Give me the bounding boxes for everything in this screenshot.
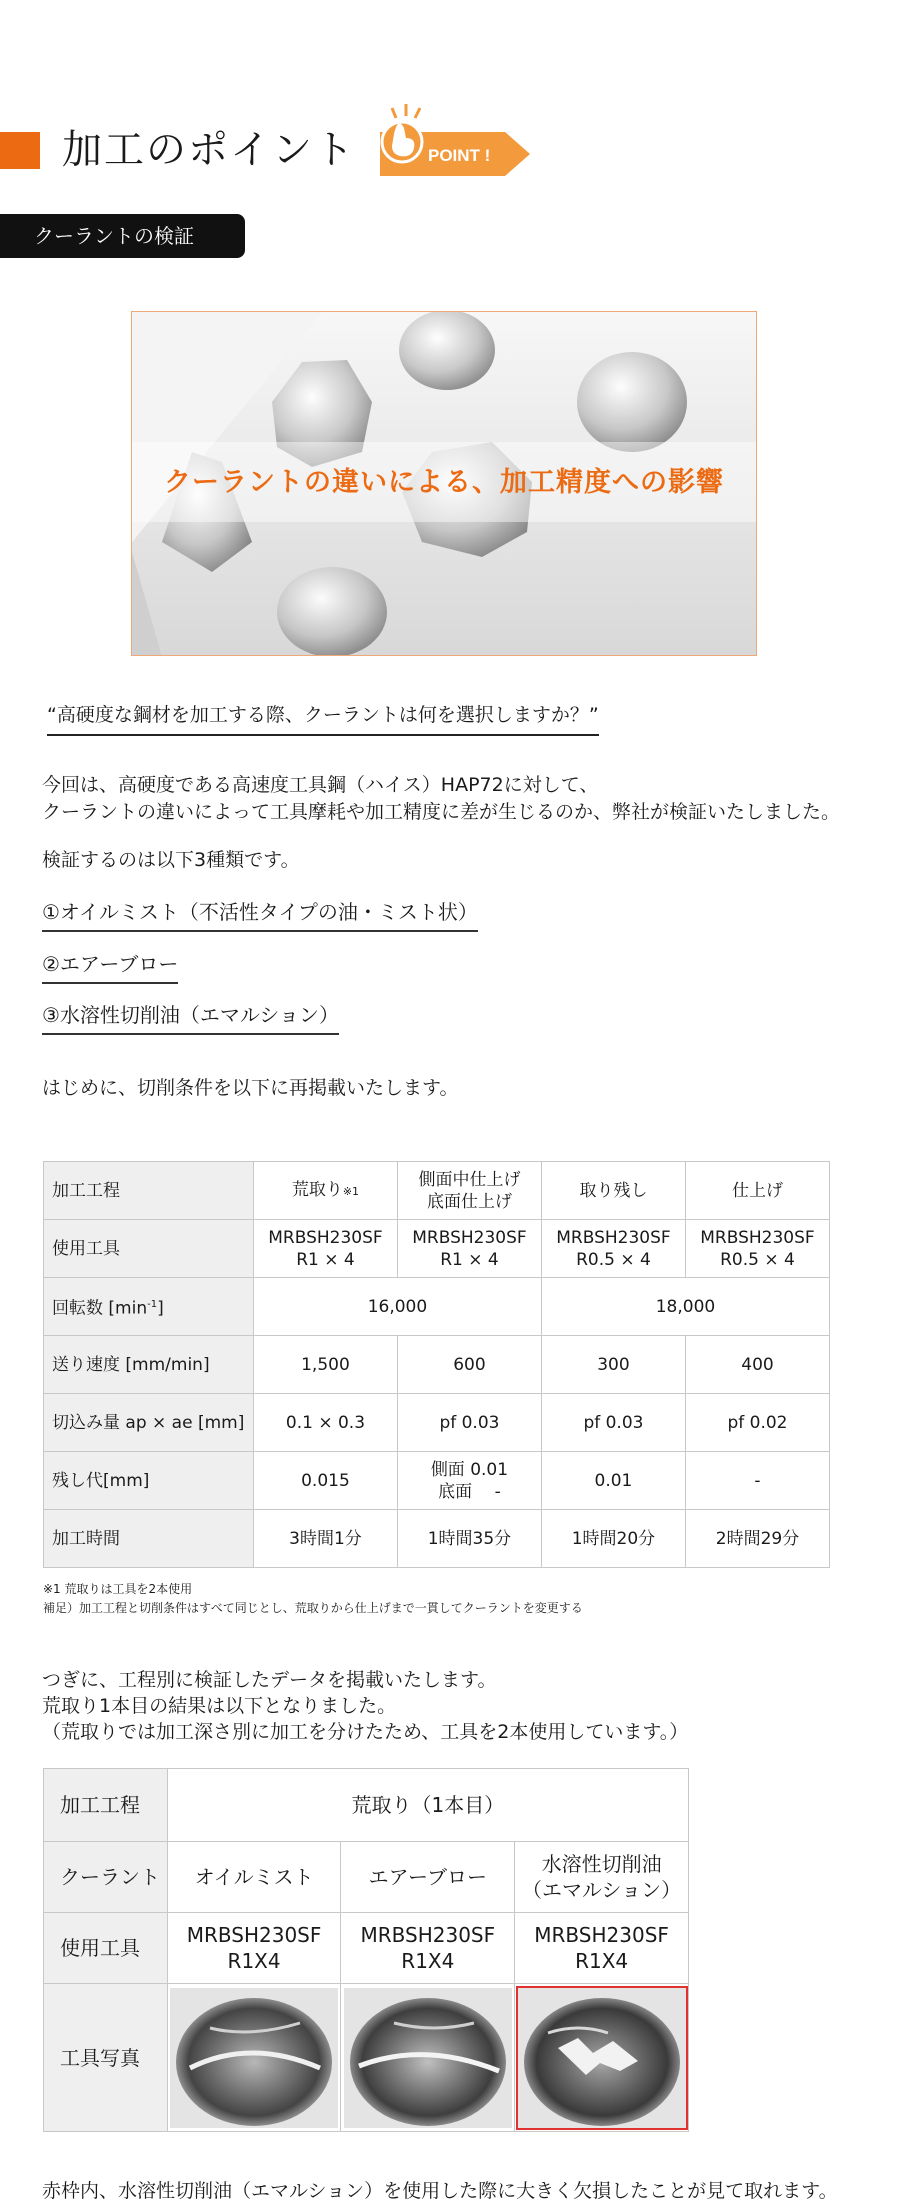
- tool-c1-name: MRBSH230SF: [268, 1227, 383, 1248]
- conditions-intro: はじめに、切削条件を以下に再掲載いたします。: [42, 1077, 459, 1099]
- header-semi-finish-a: 側面中仕上げ: [418, 1169, 521, 1190]
- process-label: 加工工程: [44, 1769, 168, 1842]
- tool-c2-size: R1 × 4: [440, 1249, 499, 1270]
- tool-name: MRBSH230SF: [360, 1923, 496, 1947]
- coolant-option-air-blow: ②エアーブロー: [42, 949, 178, 984]
- table-row: [44, 1278, 830, 1336]
- header-semi-finish-b: 底面仕上げ: [426, 1191, 512, 1212]
- tool-name: MRBSH230SF: [186, 1923, 322, 1947]
- tool-photo-air-blow: [344, 1988, 512, 2128]
- photo-label: 工具写真: [44, 1984, 168, 2132]
- point-badge: [380, 104, 530, 176]
- question-quote: “高硬度な鋼材を加工する際、クーラントは何を選択しますか？”: [47, 700, 599, 736]
- depth-c3: pf 0.03: [541, 1394, 685, 1452]
- coolant-option-emulsion: ③水溶性切削油（エマルション）: [42, 1000, 339, 1035]
- tool-photo-oil-mist: [170, 1988, 338, 2128]
- footnote-2: 補足）加工工程と切削条件はすべて同じとし、荒取りから仕上げまで一貫してクーラントを変更する: [43, 1601, 583, 1615]
- header-label: 加工工程: [44, 1162, 254, 1220]
- table-row: [44, 1220, 830, 1278]
- tool-c3-name: MRBSH230SF: [556, 1227, 671, 1248]
- tool-c2-name: MRBSH230SF: [412, 1227, 527, 1248]
- rpm-rest-finish: 18,000: [541, 1278, 829, 1336]
- coolant-option-oil-mist: ①オイルミスト（不活性タイプの油・ミスト状）: [42, 897, 478, 932]
- tool-photo-emulsion: [518, 1988, 686, 2128]
- tool-name: MRBSH230SF: [534, 1923, 669, 1947]
- point-badge-text: POINT !: [428, 146, 491, 165]
- intro-line-2: クーラントの違いによって工具摩耗や加工精度に差が生じるのか、弊社が検証いたしました。: [42, 801, 841, 823]
- tool-c3-size: R0.5 × 4: [576, 1249, 651, 1270]
- data-intro-1: つぎに、工程別に検証したデータを掲載いたします。: [42, 1669, 497, 1691]
- coolant-emulsion-paren: （エマルション）: [522, 1878, 682, 1902]
- feed-c1: 1,500: [253, 1336, 397, 1394]
- feed-c4: 400: [685, 1336, 829, 1394]
- table-row: [44, 1984, 689, 2132]
- stock-label: 残し代[mm]: [44, 1452, 254, 1510]
- header-roughing: 荒取り: [291, 1179, 343, 1200]
- feed-c2: 600: [397, 1336, 541, 1394]
- time-c3: 1時間20分: [541, 1510, 685, 1568]
- time-c4: 2時間29分: [685, 1510, 829, 1568]
- depth-c4: pf 0.02: [685, 1394, 829, 1452]
- tool-size: R1X4: [575, 1949, 629, 1973]
- data-intro-2: 荒取り1本目の結果は以下となりました。: [42, 1695, 397, 1717]
- header-roughing-note: ※1: [342, 1184, 360, 1198]
- feed-label: 送り速度 [mm/min]: [44, 1336, 254, 1394]
- table-row: [44, 1394, 830, 1452]
- tool-size: R1X4: [227, 1949, 281, 1973]
- table-row: [44, 1842, 689, 1913]
- depth-c2: pf 0.03: [397, 1394, 541, 1452]
- three-types-intro: 検証するのは以下3種類です。: [42, 849, 300, 871]
- coolant-air-blow: エアーブロー: [341, 1842, 515, 1913]
- tool-label: 使用工具: [44, 1913, 168, 1984]
- section-marker: [0, 132, 40, 169]
- intro-line-1: 今回は、高硬度である高速度工具鋼（ハイス）HAP72に対して、: [42, 774, 599, 796]
- section-label: クーラントの検証: [0, 214, 245, 258]
- process-value: 荒取り（1本目）: [167, 1769, 688, 1842]
- rpm-label: 回転数 [min: [52, 1298, 148, 1319]
- table-row: [44, 1510, 830, 1568]
- time-c1: 3時間1分: [253, 1510, 397, 1568]
- depth-label: 切込み量 ap × ae [mm]: [44, 1394, 254, 1452]
- stock-c2-side: 側面 0.01: [430, 1459, 509, 1480]
- page-title: 加工のポイント: [62, 127, 356, 173]
- time-c2: 1時間35分: [397, 1510, 541, 1568]
- stock-c2-bottom: 底面 -: [438, 1481, 501, 1502]
- coolant-label: クーラント: [44, 1842, 168, 1913]
- footnote-1: ※1 荒取りは工具を2本使用: [43, 1582, 193, 1596]
- table-row: [44, 1336, 830, 1394]
- tool-size: R1X4: [401, 1949, 455, 1973]
- time-label: 加工時間: [44, 1510, 254, 1568]
- tool-label: 使用工具: [44, 1220, 254, 1278]
- tool-c4-size: R0.5 × 4: [720, 1249, 795, 1270]
- stock-c3: 0.01: [541, 1452, 685, 1510]
- rpm-label-end: ]: [157, 1298, 164, 1319]
- data-intro-3: （荒取りでは加工深さ別に加工を分けたため、工具を2本使用しています。）: [42, 1721, 689, 1743]
- rpm-label-sup: -1: [147, 1298, 158, 1310]
- cutting-conditions-table: [43, 1161, 830, 1568]
- stock-c4: -: [685, 1452, 829, 1510]
- hero-caption: クーラントの違いによる、加工精度への影響: [164, 467, 724, 498]
- results-table: [43, 1768, 689, 2132]
- header-finishing: 仕上げ: [685, 1162, 829, 1220]
- table-row: [44, 1769, 689, 1842]
- hero-image: [131, 311, 757, 656]
- table-row: [44, 1913, 689, 1984]
- coolant-emulsion: 水溶性切削油: [541, 1852, 662, 1876]
- tool-c1-size: R1 × 4: [296, 1249, 355, 1270]
- table-row: [44, 1452, 830, 1510]
- rpm-roughing-semi: 16,000: [253, 1278, 541, 1336]
- tool-c4-name: MRBSH230SF: [700, 1227, 815, 1248]
- conclusion-text: 赤枠内、水溶性切削油（エマルション）を使用した際に大きく欠損したことが見て取れます。: [42, 2180, 838, 2202]
- table-row: [44, 1162, 830, 1220]
- stock-c1: 0.015: [253, 1452, 397, 1510]
- depth-c1: 0.1 × 0.3: [253, 1394, 397, 1452]
- header-rest-machining: 取り残し: [541, 1162, 685, 1220]
- coolant-oil-mist: オイルミスト: [167, 1842, 341, 1913]
- feed-c3: 300: [541, 1336, 685, 1394]
